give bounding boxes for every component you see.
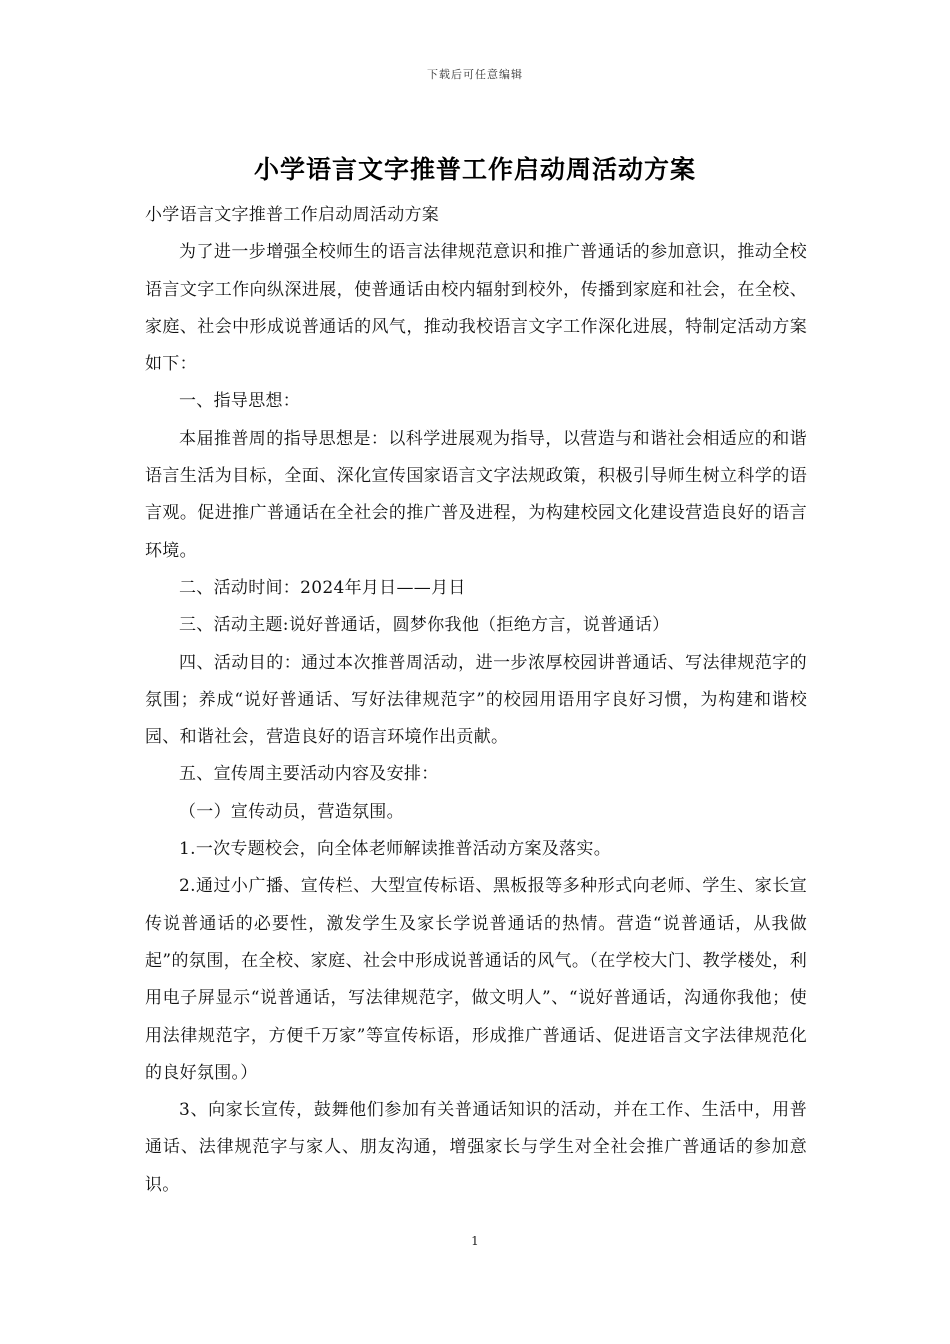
activity-time-paragraph: 二、活动时间：2024年月日——月日 [179, 577, 466, 598]
section-heading-guiding-thought: 一、指导思想： [179, 391, 301, 412]
section-heading-main-activities: 五、宣传周主要活动内容及安排： [179, 764, 439, 785]
activity-theme-paragraph: 三、活动主题:说好普通话，圆梦你我他（拒绝方言，说普通话） [179, 615, 670, 636]
item-2-paragraph: 2.通过小广播、宣传栏、大型宣传标语、黑板报等多种形式向老师、学生、家长宣传说普通话的必要性，激发学生及家长学说普通话的热情。营造“说普通话，从我做起”的氛围，在全校、家庭、社会中形成说普通话的风气。（在学校大门、教学楼处，利用电子屏显示“说普通话，写法律规范字，做文明人”、“说好普通话，沟通你我他；使用法律规范字，方便千万家”等宣传标语，形成推广普通话、促进语言文字法律规范化的良好氛围。） [145, 876, 807, 1083]
document-title: 小学语言文字推普工作启动周活动方案 [253, 155, 696, 184]
subtitle-paragraph: 小学语言文字推普工作启动周活动方案 [145, 205, 440, 225]
header-note: 下载后可任意编辑 [427, 68, 523, 81]
page-number: 1 [471, 1234, 479, 1248]
intro-paragraph: 为了进一步增强全校师生的语言法律规范意识和推广普通话的参加意识，推动全校语言文字工作向纵深进展，使普通话由校内辐射到校外，传播到家庭和社会，在全校、家庭、社会中形成说普通话的风气，推动我校语言文字工作深化进展，特制定活动方案如下： [145, 242, 807, 375]
guiding-thought-paragraph: 本届推普周的指导思想是：以科学进展观为指导，以营造与和谐社会相适应的和谐语言生活为目标，全面、深化宣传国家语言文字法规政策，积极引导师生树立科学的语言观。促进推广普通话在全社会的推广普及进程，为构建校园文化建设营造良好的语言环境。 [145, 428, 807, 561]
item-1-paragraph: 1.一次专题校会，向全体老师解读推普活动方案及落实。 [179, 839, 612, 860]
activity-purpose-paragraph: 四、活动目的：通过本次推普周活动，进一步浓厚校园讲普通话、写法律规范字的氛围；养成“说好普通话、写好法律规范字”的校园用语用字良好习惯，为构建和谐校园、和谐社会，营造良好的语言环境作出贡献。 [145, 652, 807, 748]
subsection-heading-mobilization: （一）宣传动员，营造氛围。 [179, 801, 404, 822]
item-3-paragraph: 3、向家长宣传，鼓舞他们参加有关普通话知识的活动，并在工作、生活中，用普通话、法律规范字与家人、朋友沟通，增强家长与学生对全社会推广普通话的参加意识。 [145, 1100, 807, 1195]
document-body [145, 197, 807, 1204]
